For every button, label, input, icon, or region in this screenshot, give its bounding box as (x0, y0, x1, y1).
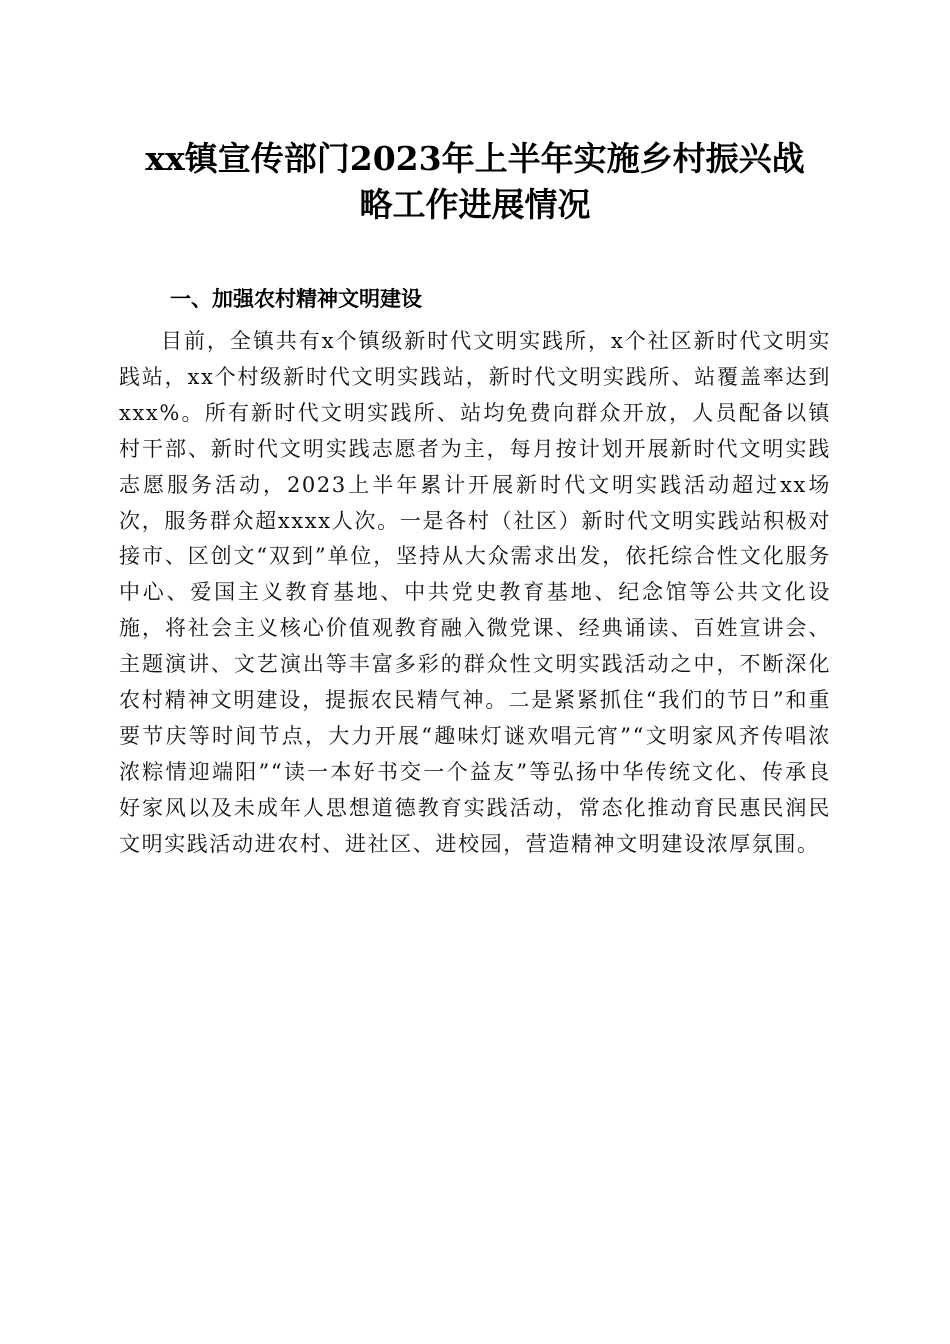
body-paragraph: 目前，全镇共有x个镇级新时代文明实践所，x个社区新时代文明实践站，xx个村级新时代文明实践站，新时代文明实践所、站覆盖率达到xxx%。所有新时代文明实践所、站均免费向群众开放，人员配备以镇村干部、新时代文明实践志愿者为主，每月按计划开展新时代文明实践志愿服务活动，2023上半年累计开展新时代文明实践活动超过xx场次，服务群众超xxxx人次。一是各村（社区）新时代文明实践站积极对接市、区创文“双到”单位，坚持从大众需求出发，依托综合性文化服务中心、爱国主义教育基地、中共党史教育基地、纪念馆等公共文化设施，将社会主义核心价值观教育融入微党课、经典诵读、百姓宣讲会、主题演讲、文艺演出等丰富多彩的群众性文明实践活动之中，不断深化农村精神文明建设，提振农民精气神。二是紧紧抓住“我们的节日”和重要节庆等时间节点，大力开展“趣味灯谜欢唱元宵”“文明家风齐传唱浓浓粽情迎端阳”“读一本好书交一个益友”等弘扬中华传统文化、传承良好家风以及未成年人思想道德教育实践活动，常态化推动育民惠民润民文明实践活动进农村、进社区、进校园，营造精神文明建设浓厚氛围。 (119, 329, 831, 856)
document-title-line-1: xx镇宣传部门2023年上半年实施乡村振兴战 (145, 139, 805, 178)
section-heading: 一、加强农村精神文明建设 (170, 287, 422, 311)
document-title (110, 136, 840, 228)
document-title-line-2: 略工作进展情况 (359, 185, 591, 224)
